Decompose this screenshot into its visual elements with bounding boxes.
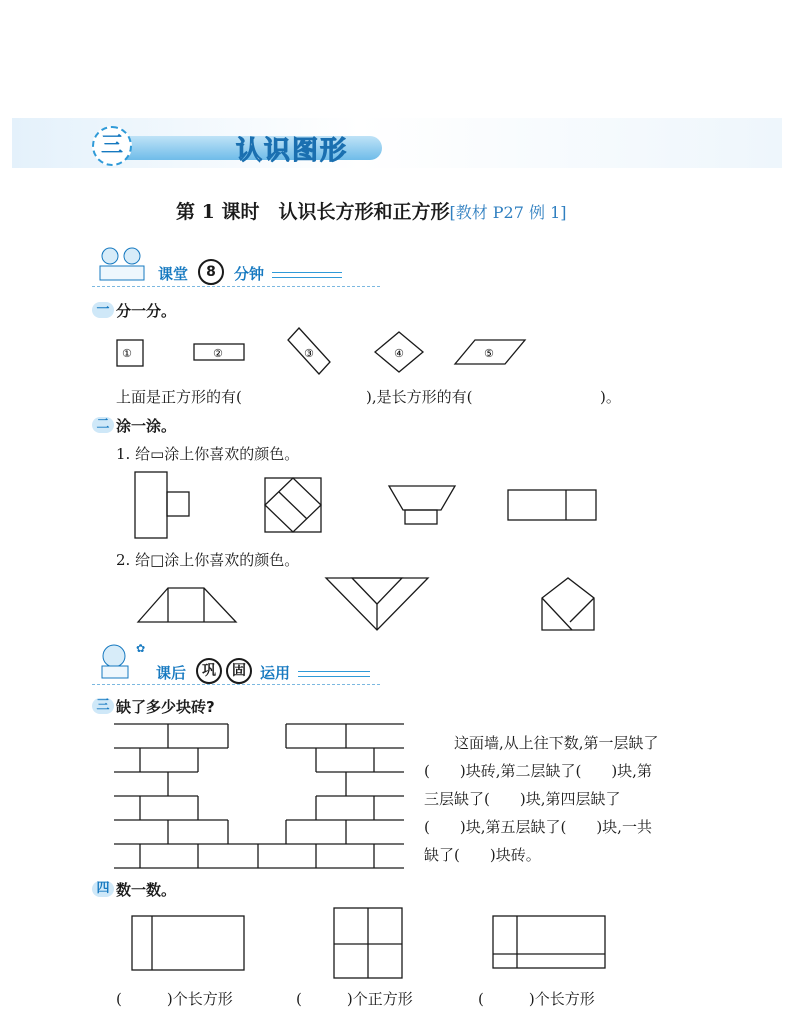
unit-number: 三 — [92, 126, 132, 166]
q1-shapes — [100, 322, 540, 380]
section1-badge: 8 — [198, 259, 224, 285]
unit-title: 认识图形 — [236, 136, 349, 166]
q2-title: 涂一涂。 — [116, 417, 177, 435]
q3-line-2: ( )块砖,第二层缺了( )块,第 — [424, 762, 652, 780]
q2-figures-row1[interactable] — [125, 466, 605, 546]
brick-wall — [112, 718, 408, 872]
q4-title: 数一数。 — [116, 881, 177, 899]
q2-sub1: 1. 给▭涂上你喜欢的颜色。 — [116, 445, 300, 463]
q3-line-5: 缺了( )块砖。 — [424, 846, 541, 864]
shape-5-label: ⑤ — [484, 347, 494, 360]
q1-rectangle-blank[interactable] — [496, 386, 596, 404]
q1-answer-c: )。 — [600, 388, 621, 406]
section1-dotted-line — [92, 286, 380, 287]
section1-label-a: 课堂 — [158, 265, 189, 283]
q1-answer-b: ),是长方形的有( — [366, 388, 473, 406]
q1-number: 一 — [92, 302, 114, 318]
shape-3-label: ③ — [304, 347, 314, 360]
q2-sub2: 2. 给□涂上你喜欢的颜色。 — [116, 551, 300, 569]
section2-label-a: 课后 — [156, 664, 187, 682]
q3-line-1: 这面墙,从上往下数,第一层缺了 — [424, 734, 659, 752]
section1-rule — [272, 272, 342, 278]
svg-text:✿: ✿ — [136, 642, 146, 655]
q3-title: 缺了多少块砖? — [116, 698, 215, 716]
section2-dotted-line — [92, 684, 380, 685]
q4-figures — [126, 902, 616, 984]
shape-1-label: ① — [122, 347, 132, 360]
section2-rule — [298, 671, 370, 677]
q1-answer-a: 上面是正方形的有( — [116, 388, 242, 406]
q4-answer-1[interactable]: ( )个长方形 — [116, 990, 233, 1008]
q3-number: 三 — [92, 698, 114, 714]
q1-square-blank[interactable] — [262, 386, 362, 404]
shape-2-label: ② — [213, 347, 223, 360]
q2-figures-row2[interactable] — [130, 572, 610, 636]
textbook-reference: [教材 P27 例 1] — [449, 203, 567, 222]
shape-4-label: ④ — [394, 347, 404, 360]
lesson-title-text: 第 1 课时 认识长方形和正方形 — [176, 201, 450, 223]
q3-line-4: ( )块,第五层缺了( )块,一共 — [424, 818, 652, 836]
section2-badge-a: 巩 — [196, 658, 222, 684]
section1-label-b: 分钟 — [234, 265, 265, 283]
lesson-title — [176, 197, 567, 224]
q4-answer-2[interactable]: ( )个正方形 — [296, 990, 413, 1008]
q3-line-3: 三层缺了( )块,第四层缺了 — [424, 790, 621, 808]
q4-number: 四 — [92, 881, 114, 897]
q4-answer-3[interactable]: ( )个长方形 — [478, 990, 595, 1008]
q1-title: 分一分。 — [116, 302, 177, 320]
kids-illustration-icon — [92, 244, 150, 284]
girl-illustration-icon — [92, 640, 152, 682]
section2-badge-b: 固 — [226, 658, 252, 684]
section2-label-b: 运用 — [260, 664, 291, 682]
q2-number: 二 — [92, 417, 114, 433]
